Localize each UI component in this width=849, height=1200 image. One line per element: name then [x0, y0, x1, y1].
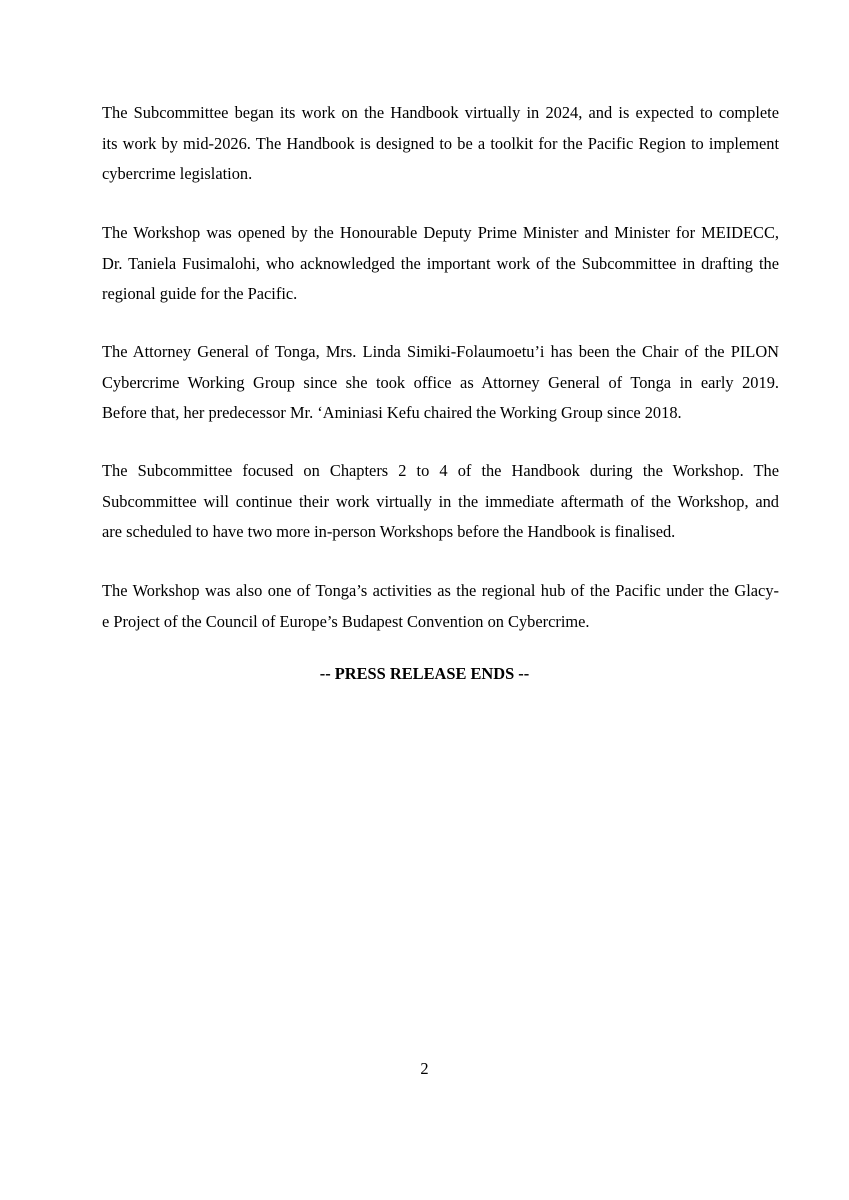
paragraph-line: The Subcommittee focused on Chapters 2 to 4 of the Handbook during the Workshop. The [102, 461, 779, 480]
paragraph-workshop-opening [102, 218, 779, 310]
paragraph-line: its work by mid-2026. The Handbook is designed to be a toolkit for the Pacific Region to implement [102, 133, 779, 153]
paragraph-line: The Attorney General of Tonga, Mrs. Linda Simiki-Folaumoetu’i has been the Chair of the PILON [102, 342, 779, 361]
paragraph-attorney-general [102, 337, 779, 429]
paragraph-line: regional guide for the Pacific. [102, 284, 298, 303]
press-release-ends: -- PRESS RELEASE ENDS -- [319, 664, 530, 683]
paragraph-line: Before that, her predecessor Mr. ‘Aminiasi Kefu chaired the Working Group since 2018. [102, 403, 682, 422]
paragraph-line: e Project of the Council of Europe’s Budapest Convention on Cybercrime. [102, 611, 590, 631]
paragraph-line: are scheduled to have two more in-person Workshops before the Handbook is finalised. [102, 522, 676, 541]
paragraph-subcommittee-focus [102, 456, 779, 548]
paragraph-line: The Workshop was opened by the Honourable Deputy Prime Minister and Minister for MEIDECC, [102, 223, 779, 242]
paragraph-line: The Workshop was also one of Tonga’s activities as the regional hub of the Pacific under the Glacy- [102, 581, 779, 600]
paragraph-line: Dr. Taniela Fusimalohi, who acknowledged the important work of the Subcommittee in drafting the [102, 253, 779, 273]
paragraph-line: cybercrime legislation. [102, 164, 253, 183]
paragraph-glacy-project [102, 576, 779, 637]
paragraph-line: Subcommittee will continue their work virtually in the immediate aftermath of the Workshop, and [102, 491, 779, 511]
paragraph-handbook-timeline [102, 98, 779, 190]
paragraph-line: Cybercrime Working Group since she took office as Attorney General of Tonga in early 2019. [102, 372, 779, 392]
page-number: 2 [420, 1059, 429, 1078]
paragraph-line: The Subcommittee began its work on the Handbook virtually in 2024, and is expected to complete [102, 103, 779, 122]
